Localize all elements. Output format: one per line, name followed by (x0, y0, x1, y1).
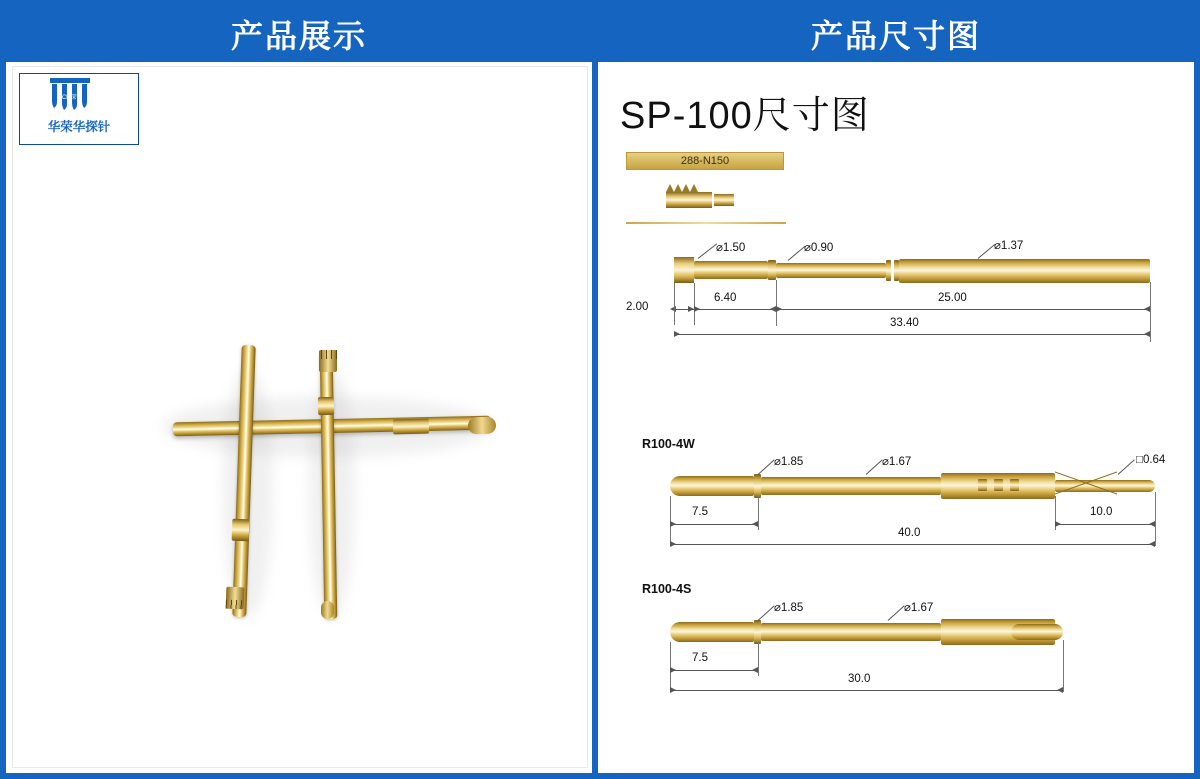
d2-name: R100-4W (642, 437, 695, 451)
d3-ext-c (1063, 640, 1064, 692)
d3-dia-1: ⌀1.85 (774, 602, 804, 614)
d3-dim-300: 30.0 (848, 673, 871, 685)
d1-dim-3340: 33.40 (890, 317, 919, 329)
right-panel-title: 产品尺寸图 (598, 6, 1194, 62)
d3-barrel-front (670, 622, 754, 642)
d3-arrow-300-l (670, 687, 676, 693)
d2-dia-1: ⌀1.85 (774, 456, 804, 468)
d3-ring-a (754, 620, 761, 644)
probe-tip-vertical-b (321, 601, 334, 619)
svg-text:PCB探针: PCB探针 (57, 95, 83, 101)
d2-dia-3: □0.64 (1136, 454, 1166, 466)
left-panel-title: 产品展示 (6, 6, 592, 62)
d2-dim-400: 40.0 (898, 527, 921, 539)
d3-leader-1 (758, 605, 775, 620)
d2-dim-75: 7.5 (692, 506, 708, 518)
right-panel-body (598, 62, 1194, 773)
d1-dia-1: ⌀1.50 (716, 242, 746, 254)
d1-dim-640: 6.40 (714, 292, 737, 304)
d3-name: R100-4S (642, 582, 692, 596)
d2-dim-100: 10.0 (1090, 506, 1113, 518)
d3-arrow-300-r (1057, 687, 1063, 693)
part-number-tag: 288-N150 (626, 152, 784, 170)
d3-dia-2: ⌀1.67 (904, 602, 934, 614)
d1-dim-200: 2.00 (626, 301, 649, 313)
dimension-drawing-panel (598, 6, 1194, 773)
d2-dia-2: ⌀1.67 (882, 456, 912, 468)
d1-dim-2500: 25.00 (938, 292, 967, 304)
logo-brand-text: 华荣华探针 (47, 120, 111, 134)
drawing-title: SP-100尺寸图 (620, 95, 870, 137)
company-logo (19, 73, 139, 145)
product-photo-panel (6, 6, 592, 773)
left-panel-body (6, 62, 592, 773)
probe-sleeve-horizontal (393, 419, 429, 435)
drawing-3 (598, 62, 1194, 773)
d1-dia-3: ⌀1.37 (994, 240, 1024, 252)
probe-crown-tip-a (226, 587, 245, 610)
d3-ext-b (758, 642, 759, 676)
d3-dimline-300 (670, 690, 1063, 691)
probe-tip-round (468, 417, 496, 435)
d3-dimline-75 (670, 670, 758, 671)
logo-mark-icon (46, 78, 112, 112)
d3-leader-2 (888, 605, 905, 620)
d3-dim-75: 7.5 (692, 652, 708, 664)
d1-dia-2: ⌀0.90 (804, 242, 834, 254)
d3-tail-cap (1011, 624, 1063, 640)
probe-crown-tip-b (319, 350, 337, 372)
d3-arrow-75-r (752, 667, 758, 673)
d3-arrow-75-l (670, 667, 676, 673)
probe-sleeve-vertical-b (318, 397, 334, 415)
probe-sleeve-vertical-a (232, 519, 250, 542)
d3-mid-shaft (761, 623, 941, 641)
product-photo (12, 66, 588, 768)
